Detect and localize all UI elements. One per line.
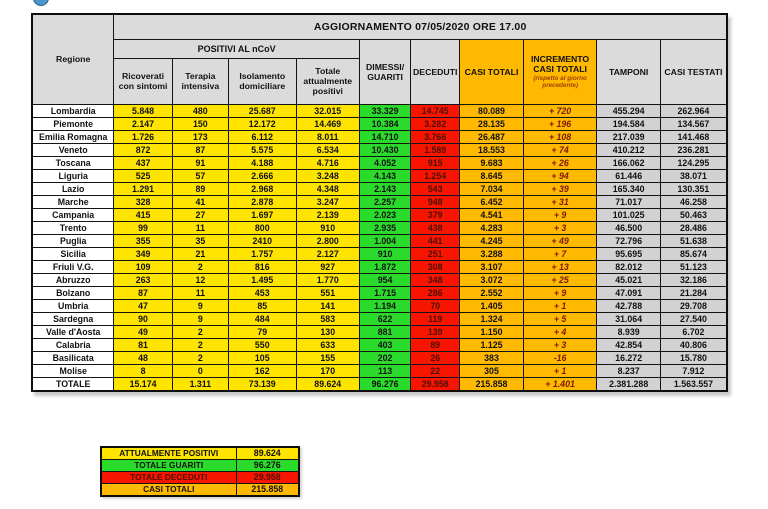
value-cell-incremento: + 4 bbox=[523, 325, 597, 338]
value-cell-dimessi: 33.329 bbox=[359, 104, 410, 117]
value-cell-terapia: 41 bbox=[172, 195, 228, 208]
value-cell-isolamento: 1.495 bbox=[228, 273, 296, 286]
region-cell: Liguria bbox=[32, 169, 114, 182]
value-cell-casi-totali: 1.324 bbox=[460, 312, 523, 325]
region-cell: Puglia bbox=[32, 234, 114, 247]
summary-value: 29.958 bbox=[236, 472, 299, 484]
value-cell-dimessi: 96.276 bbox=[359, 377, 410, 391]
table-row bbox=[32, 104, 727, 117]
value-cell-terapia: 12 bbox=[172, 273, 228, 286]
summary-label: ATTUALMENTE POSITIVI bbox=[101, 447, 236, 460]
value-cell-terapia: 9 bbox=[172, 299, 228, 312]
value-cell-tamponi: 42.854 bbox=[597, 338, 660, 351]
region-column-header: Regione bbox=[32, 14, 114, 104]
value-cell-casi-totali: 1.125 bbox=[460, 338, 523, 351]
value-cell-totale-positivi: 8.011 bbox=[296, 130, 359, 143]
value-cell-tamponi: 165.340 bbox=[597, 182, 660, 195]
value-cell-terapia: 150 bbox=[172, 117, 228, 130]
casi-testati-header: CASI TESTATI bbox=[660, 39, 727, 104]
value-cell-deceduti: 308 bbox=[411, 260, 460, 273]
value-cell-dimessi: 14.710 bbox=[359, 130, 410, 143]
value-cell-ricoverati: 5.848 bbox=[114, 104, 172, 117]
value-cell-totale-positivi: 2.127 bbox=[296, 247, 359, 260]
value-cell-casi-testati: 51.638 bbox=[660, 234, 727, 247]
summary-row bbox=[101, 472, 299, 484]
totale-row bbox=[32, 377, 727, 391]
value-cell-totale-positivi: 3.248 bbox=[296, 169, 359, 182]
value-cell-casi-testati: 21.284 bbox=[660, 286, 727, 299]
value-cell-tamponi: 72.796 bbox=[597, 234, 660, 247]
value-cell-incremento: + 5 bbox=[523, 312, 597, 325]
value-cell-casi-totali: 80.089 bbox=[460, 104, 523, 117]
value-cell-casi-totali: 28.135 bbox=[460, 117, 523, 130]
value-cell-tamponi: 455.294 bbox=[597, 104, 660, 117]
value-cell-tamponi: 47.091 bbox=[597, 286, 660, 299]
value-cell-deceduti: 26 bbox=[411, 351, 460, 364]
value-cell-isolamento: 1.757 bbox=[228, 247, 296, 260]
region-cell: Basilicata bbox=[32, 351, 114, 364]
value-cell-incremento: + 7 bbox=[523, 247, 597, 260]
value-cell-totale-positivi: 170 bbox=[296, 364, 359, 377]
totale-positivi-header: Totale attualmente positivi bbox=[296, 58, 359, 104]
value-cell-deceduti: 441 bbox=[411, 234, 460, 247]
table-row bbox=[32, 234, 727, 247]
value-cell-terapia: 87 bbox=[172, 143, 228, 156]
value-cell-dimessi: 4.052 bbox=[359, 156, 410, 169]
value-cell-ricoverati: 49 bbox=[114, 325, 172, 338]
value-cell-deceduti: 348 bbox=[411, 273, 460, 286]
value-cell-isolamento: 79 bbox=[228, 325, 296, 338]
table-row bbox=[32, 338, 727, 351]
region-cell: Veneto bbox=[32, 143, 114, 156]
value-cell-casi-testati: 6.702 bbox=[660, 325, 727, 338]
value-cell-incremento: + 39 bbox=[523, 182, 597, 195]
value-cell-totale-positivi: 927 bbox=[296, 260, 359, 273]
table-row bbox=[32, 247, 727, 260]
value-cell-casi-totali: 9.683 bbox=[460, 156, 523, 169]
value-cell-isolamento: 1.697 bbox=[228, 208, 296, 221]
incremento-note: (rispetto al giorno precedente) bbox=[533, 75, 587, 89]
value-cell-casi-totali: 4.283 bbox=[460, 221, 523, 234]
value-cell-ricoverati: 90 bbox=[114, 312, 172, 325]
value-cell-terapia: 2 bbox=[172, 325, 228, 338]
region-cell: Valle d'Aosta bbox=[32, 325, 114, 338]
value-cell-dimessi: 10.384 bbox=[359, 117, 410, 130]
value-cell-dimessi: 2.257 bbox=[359, 195, 410, 208]
value-cell-totale-positivi: 551 bbox=[296, 286, 359, 299]
value-cell-isolamento: 6.112 bbox=[228, 130, 296, 143]
value-cell-deceduti: 139 bbox=[411, 325, 460, 338]
value-cell-tamponi: 42.788 bbox=[597, 299, 660, 312]
value-cell-dimessi: 910 bbox=[359, 247, 410, 260]
value-cell-ricoverati: 349 bbox=[114, 247, 172, 260]
value-cell-totale-positivi: 633 bbox=[296, 338, 359, 351]
value-cell-isolamento: 816 bbox=[228, 260, 296, 273]
summary-label: CASI TOTALI bbox=[101, 484, 236, 497]
value-cell-isolamento: 453 bbox=[228, 286, 296, 299]
value-cell-incremento: + 94 bbox=[523, 169, 597, 182]
table-row bbox=[32, 351, 727, 364]
value-cell-isolamento: 800 bbox=[228, 221, 296, 234]
value-cell-ricoverati: 355 bbox=[114, 234, 172, 247]
value-cell-ricoverati: 15.174 bbox=[114, 377, 172, 391]
value-cell-terapia: 0 bbox=[172, 364, 228, 377]
table-row bbox=[32, 325, 727, 338]
value-cell-incremento: + 74 bbox=[523, 143, 597, 156]
value-cell-casi-totali: 1.150 bbox=[460, 325, 523, 338]
table-title: AGGIORNAMENTO 07/05/2020 ORE 17.00 bbox=[114, 14, 727, 39]
value-cell-terapia: 173 bbox=[172, 130, 228, 143]
value-cell-ricoverati: 1.291 bbox=[114, 182, 172, 195]
value-cell-casi-totali: 3.072 bbox=[460, 273, 523, 286]
value-cell-terapia: 11 bbox=[172, 221, 228, 234]
value-cell-incremento: + 1.401 bbox=[523, 377, 597, 391]
table-row bbox=[32, 195, 727, 208]
region-cell: Toscana bbox=[32, 156, 114, 169]
value-cell-isolamento: 2.878 bbox=[228, 195, 296, 208]
value-cell-incremento: + 26 bbox=[523, 156, 597, 169]
table-row bbox=[32, 169, 727, 182]
table-row bbox=[32, 143, 727, 156]
summary-table bbox=[100, 446, 300, 497]
value-cell-tamponi: 101.025 bbox=[597, 208, 660, 221]
ricoverati-header: Ricoverati con sintomi bbox=[114, 58, 172, 104]
value-cell-dimessi: 403 bbox=[359, 338, 410, 351]
value-cell-incremento: + 1 bbox=[523, 299, 597, 312]
value-cell-incremento: + 3 bbox=[523, 338, 597, 351]
region-cell: Molise bbox=[32, 364, 114, 377]
value-cell-totale-positivi: 155 bbox=[296, 351, 359, 364]
partial-blue-logo-icon bbox=[33, 0, 49, 6]
value-cell-casi-totali: 6.452 bbox=[460, 195, 523, 208]
value-cell-tamponi: 8.939 bbox=[597, 325, 660, 338]
value-cell-totale-positivi: 141 bbox=[296, 299, 359, 312]
value-cell-casi-totali: 18.553 bbox=[460, 143, 523, 156]
value-cell-isolamento: 25.687 bbox=[228, 104, 296, 117]
value-cell-tamponi: 31.064 bbox=[597, 312, 660, 325]
value-cell-dimessi: 113 bbox=[359, 364, 410, 377]
value-cell-ricoverati: 48 bbox=[114, 351, 172, 364]
value-cell-incremento: + 9 bbox=[523, 208, 597, 221]
value-cell-isolamento: 162 bbox=[228, 364, 296, 377]
value-cell-isolamento: 2.968 bbox=[228, 182, 296, 195]
value-cell-totale-positivi: 89.624 bbox=[296, 377, 359, 391]
value-cell-incremento: + 720 bbox=[523, 104, 597, 117]
table-row bbox=[32, 273, 727, 286]
value-cell-casi-testati: 27.540 bbox=[660, 312, 727, 325]
value-cell-casi-testati: 7.912 bbox=[660, 364, 727, 377]
summary-row bbox=[101, 447, 299, 460]
value-cell-tamponi: 2.381.288 bbox=[597, 377, 660, 391]
value-cell-deceduti: 1.589 bbox=[411, 143, 460, 156]
covid-region-table bbox=[31, 13, 728, 392]
value-cell-casi-totali: 3.288 bbox=[460, 247, 523, 260]
value-cell-tamponi: 71.017 bbox=[597, 195, 660, 208]
value-cell-dimessi: 1.872 bbox=[359, 260, 410, 273]
table-row bbox=[32, 260, 727, 273]
value-cell-isolamento: 2.666 bbox=[228, 169, 296, 182]
value-cell-totale-positivi: 4.716 bbox=[296, 156, 359, 169]
value-cell-terapia: 27 bbox=[172, 208, 228, 221]
summary-row bbox=[101, 460, 299, 472]
region-cell: Sardegna bbox=[32, 312, 114, 325]
value-cell-ricoverati: 872 bbox=[114, 143, 172, 156]
value-cell-incremento: + 49 bbox=[523, 234, 597, 247]
region-cell: Emilia Romagna bbox=[32, 130, 114, 143]
value-cell-ricoverati: 109 bbox=[114, 260, 172, 273]
value-cell-isolamento: 550 bbox=[228, 338, 296, 351]
value-cell-tamponi: 16.272 bbox=[597, 351, 660, 364]
value-cell-deceduti: 22 bbox=[411, 364, 460, 377]
value-cell-casi-totali: 8.645 bbox=[460, 169, 523, 182]
value-cell-isolamento: 2410 bbox=[228, 234, 296, 247]
value-cell-ricoverati: 415 bbox=[114, 208, 172, 221]
summary-value: 89.624 bbox=[236, 447, 299, 460]
casi-totali-header: CASI TOTALI bbox=[460, 39, 523, 104]
value-cell-casi-testati: 124.295 bbox=[660, 156, 727, 169]
value-cell-tamponi: 61.446 bbox=[597, 169, 660, 182]
value-cell-ricoverati: 2.147 bbox=[114, 117, 172, 130]
value-cell-casi-testati: 130.351 bbox=[660, 182, 727, 195]
value-cell-deceduti: 70 bbox=[411, 299, 460, 312]
table-row bbox=[32, 130, 727, 143]
value-cell-incremento: + 13 bbox=[523, 260, 597, 273]
value-cell-casi-totali: 26.487 bbox=[460, 130, 523, 143]
value-cell-totale-positivi: 4.348 bbox=[296, 182, 359, 195]
table-row bbox=[32, 312, 727, 325]
table-row bbox=[32, 182, 727, 195]
value-cell-terapia: 2 bbox=[172, 260, 228, 273]
value-cell-casi-totali: 1.405 bbox=[460, 299, 523, 312]
region-cell: Campania bbox=[32, 208, 114, 221]
value-cell-dimessi: 2.023 bbox=[359, 208, 410, 221]
region-cell: Calabria bbox=[32, 338, 114, 351]
incremento-header: INCREMENTO CASI TOTALI (rispetto al giorno precedente) bbox=[523, 39, 597, 104]
value-cell-casi-testati: 15.780 bbox=[660, 351, 727, 364]
value-cell-tamponi: 95.695 bbox=[597, 247, 660, 260]
value-cell-tamponi: 45.021 bbox=[597, 273, 660, 286]
value-cell-casi-testati: 51.123 bbox=[660, 260, 727, 273]
value-cell-terapia: 2 bbox=[172, 338, 228, 351]
region-cell: Lombardia bbox=[32, 104, 114, 117]
value-cell-deceduti: 379 bbox=[411, 208, 460, 221]
summary-label: TOTALE GUARITI bbox=[101, 460, 236, 472]
value-cell-ricoverati: 81 bbox=[114, 338, 172, 351]
value-cell-dimessi: 202 bbox=[359, 351, 410, 364]
table-body bbox=[32, 104, 727, 391]
value-cell-deceduti: 119 bbox=[411, 312, 460, 325]
value-cell-deceduti: 29.958 bbox=[411, 377, 460, 391]
value-cell-casi-testati: 46.258 bbox=[660, 195, 727, 208]
value-cell-isolamento: 12.172 bbox=[228, 117, 296, 130]
value-cell-tamponi: 217.039 bbox=[597, 130, 660, 143]
table-row bbox=[32, 364, 727, 377]
value-cell-terapia: 1.311 bbox=[172, 377, 228, 391]
value-cell-deceduti: 286 bbox=[411, 286, 460, 299]
value-cell-isolamento: 73.139 bbox=[228, 377, 296, 391]
value-cell-terapia: 35 bbox=[172, 234, 228, 247]
value-cell-casi-totali: 383 bbox=[460, 351, 523, 364]
value-cell-casi-totali: 4.541 bbox=[460, 208, 523, 221]
value-cell-dimessi: 2.143 bbox=[359, 182, 410, 195]
region-cell: Friuli V.G. bbox=[32, 260, 114, 273]
value-cell-casi-totali: 3.107 bbox=[460, 260, 523, 273]
value-cell-ricoverati: 99 bbox=[114, 221, 172, 234]
value-cell-deceduti: 3.282 bbox=[411, 117, 460, 130]
value-cell-casi-testati: 29.708 bbox=[660, 299, 727, 312]
value-cell-tamponi: 46.500 bbox=[597, 221, 660, 234]
summary-value: 96.276 bbox=[236, 460, 299, 472]
value-cell-casi-testati: 262.964 bbox=[660, 104, 727, 117]
value-cell-deceduti: 948 bbox=[411, 195, 460, 208]
value-cell-ricoverati: 263 bbox=[114, 273, 172, 286]
deceduti-header: DECEDUTI bbox=[411, 39, 460, 104]
value-cell-incremento: -16 bbox=[523, 351, 597, 364]
value-cell-deceduti: 3.766 bbox=[411, 130, 460, 143]
value-cell-incremento: + 25 bbox=[523, 273, 597, 286]
value-cell-totale-positivi: 2.800 bbox=[296, 234, 359, 247]
value-cell-terapia: 21 bbox=[172, 247, 228, 260]
terapia-header: Terapia intensiva bbox=[172, 58, 228, 104]
table-row bbox=[32, 117, 727, 130]
value-cell-dimessi: 1.715 bbox=[359, 286, 410, 299]
value-cell-ricoverati: 1.726 bbox=[114, 130, 172, 143]
value-cell-dimessi: 622 bbox=[359, 312, 410, 325]
value-cell-deceduti: 438 bbox=[411, 221, 460, 234]
tamponi-header: TAMPONI bbox=[597, 39, 660, 104]
value-cell-deceduti: 1.254 bbox=[411, 169, 460, 182]
value-cell-tamponi: 8.237 bbox=[597, 364, 660, 377]
value-cell-casi-testati: 141.468 bbox=[660, 130, 727, 143]
region-cell: Lazio bbox=[32, 182, 114, 195]
value-cell-casi-totali: 2.552 bbox=[460, 286, 523, 299]
value-cell-incremento: + 9 bbox=[523, 286, 597, 299]
summary-row bbox=[101, 484, 299, 497]
value-cell-totale-positivi: 6.534 bbox=[296, 143, 359, 156]
value-cell-incremento: + 1 bbox=[523, 364, 597, 377]
value-cell-dimessi: 1.004 bbox=[359, 234, 410, 247]
value-cell-tamponi: 82.012 bbox=[597, 260, 660, 273]
value-cell-deceduti: 251 bbox=[411, 247, 460, 260]
value-cell-dimessi: 1.194 bbox=[359, 299, 410, 312]
value-cell-totale-positivi: 130 bbox=[296, 325, 359, 338]
value-cell-deceduti: 14.745 bbox=[411, 104, 460, 117]
table-row bbox=[32, 299, 727, 312]
table-row bbox=[32, 156, 727, 169]
value-cell-totale-positivi: 14.469 bbox=[296, 117, 359, 130]
value-cell-deceduti: 89 bbox=[411, 338, 460, 351]
totale-label-cell: TOTALE bbox=[32, 377, 114, 391]
value-cell-deceduti: 915 bbox=[411, 156, 460, 169]
region-cell: Piemonte bbox=[32, 117, 114, 130]
value-cell-casi-totali: 7.034 bbox=[460, 182, 523, 195]
value-cell-ricoverati: 87 bbox=[114, 286, 172, 299]
value-cell-totale-positivi: 910 bbox=[296, 221, 359, 234]
positivi-group-header: POSITIVI AL nCoV bbox=[114, 39, 360, 58]
summary-value: 215.858 bbox=[236, 484, 299, 497]
value-cell-terapia: 2 bbox=[172, 351, 228, 364]
summary-body bbox=[101, 447, 299, 496]
value-cell-deceduti: 543 bbox=[411, 182, 460, 195]
value-cell-totale-positivi: 583 bbox=[296, 312, 359, 325]
value-cell-incremento: + 3 bbox=[523, 221, 597, 234]
value-cell-isolamento: 484 bbox=[228, 312, 296, 325]
value-cell-dimessi: 881 bbox=[359, 325, 410, 338]
value-cell-isolamento: 5.575 bbox=[228, 143, 296, 156]
region-cell: Umbria bbox=[32, 299, 114, 312]
region-cell: Bolzano bbox=[32, 286, 114, 299]
value-cell-dimessi: 4.143 bbox=[359, 169, 410, 182]
value-cell-ricoverati: 437 bbox=[114, 156, 172, 169]
value-cell-terapia: 57 bbox=[172, 169, 228, 182]
dimessi-guariti-header: DIMESSI/ GUARITI bbox=[359, 39, 410, 104]
table-row bbox=[32, 208, 727, 221]
value-cell-casi-testati: 236.281 bbox=[660, 143, 727, 156]
value-cell-totale-positivi: 3.247 bbox=[296, 195, 359, 208]
isolamento-header: Isolamento domiciliare bbox=[228, 58, 296, 104]
value-cell-ricoverati: 8 bbox=[114, 364, 172, 377]
value-cell-totale-positivi: 32.015 bbox=[296, 104, 359, 117]
value-cell-terapia: 89 bbox=[172, 182, 228, 195]
value-cell-casi-testati: 1.563.557 bbox=[660, 377, 727, 391]
value-cell-terapia: 480 bbox=[172, 104, 228, 117]
value-cell-tamponi: 166.062 bbox=[597, 156, 660, 169]
value-cell-terapia: 91 bbox=[172, 156, 228, 169]
value-cell-ricoverati: 47 bbox=[114, 299, 172, 312]
region-cell: Abruzzo bbox=[32, 273, 114, 286]
region-cell: Marche bbox=[32, 195, 114, 208]
value-cell-dimessi: 2.935 bbox=[359, 221, 410, 234]
value-cell-casi-totali: 305 bbox=[460, 364, 523, 377]
value-cell-casi-testati: 40.806 bbox=[660, 338, 727, 351]
value-cell-casi-testati: 32.186 bbox=[660, 273, 727, 286]
value-cell-isolamento: 85 bbox=[228, 299, 296, 312]
value-cell-dimessi: 10.430 bbox=[359, 143, 410, 156]
value-cell-casi-totali: 215.858 bbox=[460, 377, 523, 391]
value-cell-casi-totali: 4.245 bbox=[460, 234, 523, 247]
value-cell-incremento: + 31 bbox=[523, 195, 597, 208]
summary-label: TOTALE DECEDUTI bbox=[101, 472, 236, 484]
value-cell-dimessi: 954 bbox=[359, 273, 410, 286]
value-cell-ricoverati: 328 bbox=[114, 195, 172, 208]
value-cell-tamponi: 194.584 bbox=[597, 117, 660, 130]
value-cell-terapia: 9 bbox=[172, 312, 228, 325]
value-cell-totale-positivi: 1.770 bbox=[296, 273, 359, 286]
value-cell-terapia: 11 bbox=[172, 286, 228, 299]
value-cell-tamponi: 410.212 bbox=[597, 143, 660, 156]
value-cell-ricoverati: 525 bbox=[114, 169, 172, 182]
region-cell: Trento bbox=[32, 221, 114, 234]
value-cell-totale-positivi: 2.139 bbox=[296, 208, 359, 221]
value-cell-casi-testati: 28.486 bbox=[660, 221, 727, 234]
value-cell-casi-testati: 38.071 bbox=[660, 169, 727, 182]
value-cell-casi-testati: 134.567 bbox=[660, 117, 727, 130]
table-row bbox=[32, 221, 727, 234]
value-cell-casi-testati: 85.674 bbox=[660, 247, 727, 260]
value-cell-casi-testati: 50.463 bbox=[660, 208, 727, 221]
table-row bbox=[32, 286, 727, 299]
region-cell: Sicilia bbox=[32, 247, 114, 260]
value-cell-incremento: + 108 bbox=[523, 130, 597, 143]
value-cell-incremento: + 196 bbox=[523, 117, 597, 130]
value-cell-isolamento: 105 bbox=[228, 351, 296, 364]
value-cell-isolamento: 4.188 bbox=[228, 156, 296, 169]
